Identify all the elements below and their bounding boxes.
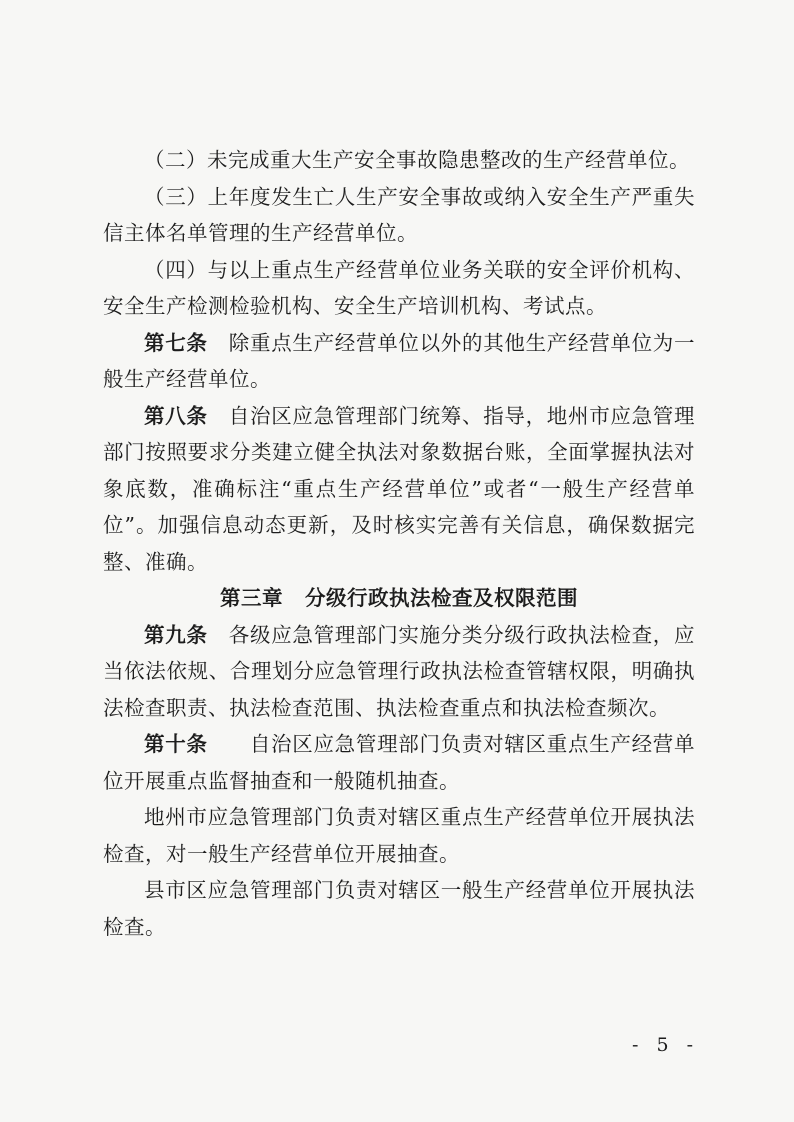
article-8 (103, 398, 695, 581)
article-number: 第十条 (144, 732, 208, 756)
article-number: 第九条 (144, 622, 208, 647)
article-10 (103, 726, 695, 799)
paragraph-text: （三）上年度发生亡人生产安全事故或纳入安全生产严重失信主体名单管理的生产经营单位。 (103, 184, 695, 245)
page-number: - 5 - (632, 1034, 700, 1056)
paragraph-text: 除重点生产经营单位以外的其他生产经营单位为一般生产经营单位。 (103, 330, 696, 391)
paragraph-text: （二）未完成重大生产安全事故隐患整改的生产经营单位。 (144, 148, 690, 172)
paragraph-text: 县市区应急管理部门负责对辖区一般生产经营单位开展执法检查。 (103, 878, 695, 939)
article-7 (103, 325, 695, 398)
article-number: 第八条 (144, 403, 208, 428)
paragraph-item-four (103, 252, 695, 325)
paragraph-text: （四）与以上重点生产经营单位业务关联的安全评价机构、安全生产检测检验机构、安全生产培训机构、考试点。 (103, 257, 695, 318)
chapter-heading (103, 580, 695, 617)
paragraph-text: 各级应急管理部门实施分类分级行政执法检查，应当依法依规、合理划分应急管理行政执法检查管辖权限，明确执法检查职责、执法检查范围、执法检查重点和执法检查频次。 (103, 622, 696, 720)
chapter-title: 分级行政执法检查及权限范围 (305, 586, 578, 610)
paragraph-item-two (103, 142, 695, 179)
document-body (103, 142, 695, 945)
article-number: 第七条 (144, 330, 208, 355)
paragraph-county (103, 872, 695, 945)
paragraph-prefecture (103, 799, 695, 872)
chapter-number: 第三章 (220, 586, 283, 610)
article-9 (103, 617, 695, 727)
paragraph-item-three (103, 179, 695, 252)
paragraph-text: 自治区应急管理部门统筹、指导，地州市应急管理部门按照要求分类建立健全执法对象数据台账，全面掌握执法对象底数，准确标注“重点生产经营单位”或者“一般生产经营单位”。加强信息动态更新，及时核实完善有关信息，确保数据完整、准确。 (103, 403, 696, 574)
paragraph-text: 自治区应急管理部门负责对辖区重点生产经营单位开展重点监督抽查和一般随机抽查。 (103, 732, 695, 793)
paragraph-text: 地州市应急管理部门负责对辖区重点生产经营单位开展执法检查，对一般生产经营单位开展抽查。 (103, 805, 695, 866)
